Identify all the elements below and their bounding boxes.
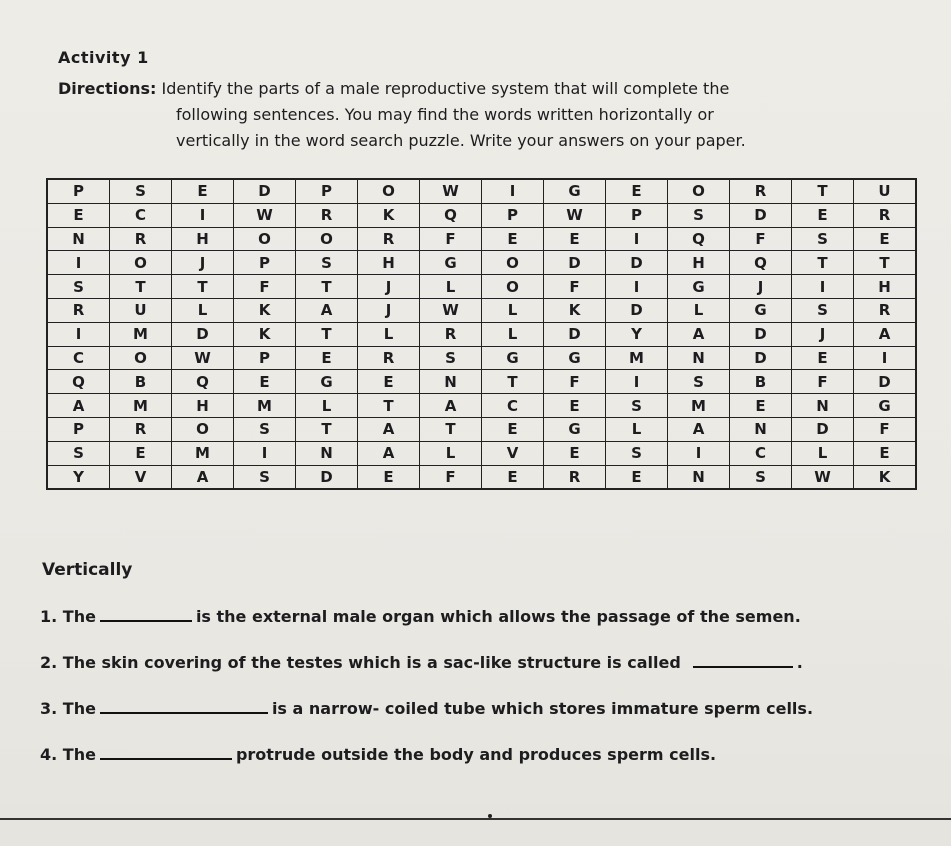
grid-cell[interactable]: T: [358, 394, 420, 418]
grid-cell[interactable]: A: [358, 441, 420, 465]
answer-blank-4[interactable]: [100, 744, 232, 760]
grid-cell[interactable]: L: [482, 322, 544, 346]
grid-row: [47, 465, 916, 489]
grid-cell[interactable]: J: [730, 275, 792, 299]
question-4-end: protrude outside the body and produces sperm cells.: [235, 745, 717, 764]
grid-cell[interactable]: W: [420, 298, 482, 322]
vertically-heading: Vertically: [42, 560, 133, 580]
grid-cell[interactable]: P: [606, 203, 668, 227]
directions-text-1: Identify the parts of a male reproductive system that will complete the: [161, 79, 730, 98]
answer-blank-3[interactable]: [100, 698, 268, 714]
grid-cell[interactable]: K: [358, 203, 420, 227]
grid-cell[interactable]: E: [544, 227, 606, 251]
grid-cell[interactable]: I: [854, 346, 917, 370]
grid-row: [47, 370, 916, 394]
grid-cell[interactable]: C: [482, 394, 544, 418]
question-3-start: 3. The: [40, 699, 96, 718]
grid-cell[interactable]: E: [296, 346, 358, 370]
grid-cell[interactable]: A: [668, 417, 730, 441]
grid-cell[interactable]: E: [482, 465, 544, 489]
grid-cell[interactable]: G: [544, 417, 606, 441]
grid-cell[interactable]: M: [234, 394, 296, 418]
grid-cell[interactable]: I: [172, 203, 234, 227]
grid-cell[interactable]: K: [544, 298, 606, 322]
grid-cell[interactable]: L: [296, 394, 358, 418]
grid-cell[interactable]: Y: [47, 465, 110, 489]
grid-cell[interactable]: R: [296, 203, 358, 227]
grid-row: [47, 417, 916, 441]
answer-blank-1[interactable]: [100, 606, 192, 622]
grid-cell[interactable]: G: [544, 179, 606, 203]
grid-cell[interactable]: E: [792, 203, 854, 227]
grid-cell[interactable]: O: [110, 346, 172, 370]
grid-cell[interactable]: P: [482, 203, 544, 227]
grid-cell[interactable]: D: [544, 251, 606, 275]
grid-cell[interactable]: D: [730, 203, 792, 227]
grid-cell[interactable]: E: [606, 179, 668, 203]
directions-block: [58, 76, 928, 154]
grid-cell[interactable]: P: [47, 417, 110, 441]
grid-cell[interactable]: L: [358, 322, 420, 346]
grid-cell[interactable]: H: [854, 275, 917, 299]
grid-cell[interactable]: M: [172, 441, 234, 465]
grid-cell[interactable]: I: [234, 441, 296, 465]
grid-cell[interactable]: S: [792, 227, 854, 251]
grid-cell[interactable]: N: [296, 441, 358, 465]
grid-cell[interactable]: A: [854, 322, 917, 346]
grid-cell[interactable]: J: [792, 322, 854, 346]
grid-cell[interactable]: U: [110, 298, 172, 322]
grid-cell[interactable]: L: [606, 417, 668, 441]
grid-cell[interactable]: P: [47, 179, 110, 203]
grid-cell[interactable]: E: [544, 394, 606, 418]
grid-cell[interactable]: R: [854, 298, 917, 322]
grid-cell[interactable]: I: [482, 179, 544, 203]
grid-row: [47, 203, 916, 227]
grid-cell[interactable]: S: [47, 441, 110, 465]
question-3: [40, 698, 940, 718]
grid-cell[interactable]: R: [854, 203, 917, 227]
directions-label: Directions:: [58, 79, 157, 98]
grid-cell[interactable]: D: [730, 322, 792, 346]
grid-cell[interactable]: D: [544, 322, 606, 346]
grid-cell[interactable]: R: [47, 298, 110, 322]
question-4: [40, 744, 940, 764]
grid-cell[interactable]: R: [358, 227, 420, 251]
grid-cell[interactable]: R: [358, 346, 420, 370]
grid-cell[interactable]: W: [544, 203, 606, 227]
grid-cell[interactable]: G: [420, 251, 482, 275]
word-search-grid: [46, 178, 917, 490]
grid-row: [47, 346, 916, 370]
question-4-start: 4. The: [40, 745, 96, 764]
grid-cell[interactable]: I: [668, 441, 730, 465]
grid-cell[interactable]: Q: [172, 370, 234, 394]
grid-row: [47, 179, 916, 203]
grid-cell[interactable]: E: [172, 179, 234, 203]
grid-cell[interactable]: T: [172, 275, 234, 299]
grid-cell[interactable]: O: [172, 417, 234, 441]
grid-cell[interactable]: I: [47, 322, 110, 346]
grid-cell[interactable]: K: [234, 322, 296, 346]
grid-cell[interactable]: W: [234, 203, 296, 227]
grid-cell[interactable]: J: [172, 251, 234, 275]
grid-row: [47, 441, 916, 465]
grid-cell[interactable]: T: [854, 251, 917, 275]
grid-cell[interactable]: D: [854, 370, 917, 394]
grid-cell[interactable]: F: [234, 275, 296, 299]
grid-cell[interactable]: G: [296, 370, 358, 394]
grid-cell[interactable]: D: [606, 251, 668, 275]
bottom-divider: [0, 818, 951, 820]
grid-cell[interactable]: I: [606, 275, 668, 299]
grid-cell[interactable]: E: [358, 370, 420, 394]
grid-cell[interactable]: D: [730, 346, 792, 370]
grid-cell[interactable]: W: [792, 465, 854, 489]
grid-cell[interactable]: T: [296, 322, 358, 346]
grid-cell[interactable]: O: [482, 275, 544, 299]
grid-cell[interactable]: D: [606, 298, 668, 322]
grid-cell[interactable]: E: [482, 417, 544, 441]
grid-cell[interactable]: M: [110, 322, 172, 346]
grid-cell[interactable]: L: [172, 298, 234, 322]
grid-cell[interactable]: S: [234, 417, 296, 441]
grid-cell[interactable]: I: [47, 251, 110, 275]
grid-cell[interactable]: M: [668, 394, 730, 418]
grid-cell[interactable]: E: [482, 227, 544, 251]
grid-cell[interactable]: Q: [47, 370, 110, 394]
grid-cell[interactable]: J: [358, 298, 420, 322]
grid-cell[interactable]: T: [482, 370, 544, 394]
grid-cell[interactable]: I: [792, 275, 854, 299]
question-3-end: is a narrow- coiled tube which stores immature sperm cells.: [271, 699, 814, 718]
grid-cell[interactable]: R: [110, 417, 172, 441]
grid-cell[interactable]: P: [234, 251, 296, 275]
grid-cell[interactable]: I: [606, 370, 668, 394]
grid-cell[interactable]: N: [420, 370, 482, 394]
grid-cell[interactable]: G: [854, 394, 917, 418]
grid-cell[interactable]: T: [110, 275, 172, 299]
grid-cell[interactable]: N: [730, 417, 792, 441]
grid-cell[interactable]: U: [854, 179, 917, 203]
grid-cell[interactable]: O: [296, 227, 358, 251]
grid-cell[interactable]: L: [668, 298, 730, 322]
grid-cell[interactable]: N: [668, 346, 730, 370]
grid-cell[interactable]: H: [668, 251, 730, 275]
grid-cell[interactable]: T: [792, 179, 854, 203]
grid-cell[interactable]: H: [358, 251, 420, 275]
grid-cell[interactable]: R: [110, 227, 172, 251]
grid-cell[interactable]: O: [234, 227, 296, 251]
grid-cell[interactable]: G: [544, 346, 606, 370]
grid-cell[interactable]: N: [792, 394, 854, 418]
grid-cell[interactable]: H: [172, 227, 234, 251]
grid-cell[interactable]: K: [234, 298, 296, 322]
grid-cell[interactable]: L: [792, 441, 854, 465]
grid-cell[interactable]: S: [792, 298, 854, 322]
grid-cell[interactable]: E: [730, 394, 792, 418]
grid-cell[interactable]: S: [296, 251, 358, 275]
question-1-start: 1. The: [40, 607, 96, 626]
grid-cell[interactable]: T: [296, 417, 358, 441]
grid-cell[interactable]: E: [358, 465, 420, 489]
grid-cell[interactable]: T: [420, 417, 482, 441]
activity-title: Activity 1: [58, 48, 149, 67]
grid-cell[interactable]: R: [420, 322, 482, 346]
grid-cell[interactable]: E: [854, 227, 917, 251]
grid-cell[interactable]: L: [420, 275, 482, 299]
question-2-end: .: [796, 653, 803, 672]
grid-cell[interactable]: A: [47, 394, 110, 418]
grid-cell[interactable]: C: [110, 203, 172, 227]
grid-cell[interactable]: I: [606, 227, 668, 251]
grid-cell[interactable]: F: [544, 275, 606, 299]
grid-cell[interactable]: E: [110, 441, 172, 465]
grid-cell[interactable]: P: [234, 346, 296, 370]
grid-cell[interactable]: O: [358, 179, 420, 203]
grid-cell[interactable]: S: [47, 275, 110, 299]
grid-cell[interactable]: W: [172, 346, 234, 370]
grid-cell[interactable]: A: [296, 298, 358, 322]
grid-cell[interactable]: O: [110, 251, 172, 275]
grid-cell[interactable]: F: [544, 370, 606, 394]
grid-cell[interactable]: M: [606, 346, 668, 370]
grid-cell[interactable]: N: [47, 227, 110, 251]
grid-cell[interactable]: V: [110, 465, 172, 489]
grid-cell[interactable]: A: [358, 417, 420, 441]
grid-row: [47, 298, 916, 322]
grid-row: [47, 227, 916, 251]
grid-cell[interactable]: F: [730, 227, 792, 251]
question-1: [40, 606, 940, 626]
grid-cell[interactable]: V: [482, 441, 544, 465]
grid-cell[interactable]: G: [668, 275, 730, 299]
grid-cell[interactable]: A: [420, 394, 482, 418]
question-2: [40, 652, 940, 672]
grid-cell[interactable]: A: [668, 322, 730, 346]
grid-cell[interactable]: K: [854, 465, 917, 489]
grid-cell[interactable]: L: [420, 441, 482, 465]
directions-line-1: [58, 76, 928, 102]
grid-cell[interactable]: B: [730, 370, 792, 394]
grid-row: [47, 322, 916, 346]
question-1-end: is the external male organ which allows the passage of the semen.: [195, 607, 801, 626]
grid-cell[interactable]: T: [296, 275, 358, 299]
grid-cell[interactable]: S: [606, 394, 668, 418]
grid-row: [47, 251, 916, 275]
question-2-start: 2. The skin covering of the testes which is a sac-like structure is called: [40, 653, 681, 672]
directions-line-3: vertically in the word search puzzle. Write your answers on your paper.: [176, 131, 746, 150]
grid-cell[interactable]: D: [296, 465, 358, 489]
grid-cell[interactable]: S: [668, 370, 730, 394]
grid-cell[interactable]: T: [792, 251, 854, 275]
grid-cell[interactable]: S: [110, 179, 172, 203]
grid-cell[interactable]: S: [420, 346, 482, 370]
grid-cell[interactable]: D: [234, 179, 296, 203]
grid-cell[interactable]: S: [668, 203, 730, 227]
grid-cell[interactable]: Q: [420, 203, 482, 227]
grid-cell[interactable]: G: [730, 298, 792, 322]
grid-cell[interactable]: G: [482, 346, 544, 370]
grid-cell[interactable]: W: [420, 179, 482, 203]
grid-cell[interactable]: D: [792, 417, 854, 441]
grid-cell[interactable]: Q: [730, 251, 792, 275]
grid-cell[interactable]: F: [420, 227, 482, 251]
grid-cell[interactable]: E: [606, 465, 668, 489]
grid-cell[interactable]: B: [110, 370, 172, 394]
grid-cell[interactable]: N: [668, 465, 730, 489]
grid-cell[interactable]: H: [172, 394, 234, 418]
grid-cell[interactable]: E: [792, 346, 854, 370]
grid-cell[interactable]: F: [854, 417, 917, 441]
grid-cell[interactable]: Y: [606, 322, 668, 346]
grid-cell[interactable]: R: [730, 179, 792, 203]
grid-cell[interactable]: S: [606, 441, 668, 465]
grid-cell[interactable]: L: [482, 298, 544, 322]
grid-cell[interactable]: P: [296, 179, 358, 203]
grid-cell[interactable]: C: [730, 441, 792, 465]
grid-cell[interactable]: S: [234, 465, 296, 489]
grid-cell[interactable]: C: [47, 346, 110, 370]
grid-cell[interactable]: M: [110, 394, 172, 418]
grid-cell[interactable]: O: [668, 179, 730, 203]
grid-cell[interactable]: E: [47, 203, 110, 227]
grid-row: [47, 394, 916, 418]
grid-cell[interactable]: S: [730, 465, 792, 489]
grid-cell[interactable]: A: [172, 465, 234, 489]
grid-cell[interactable]: Q: [668, 227, 730, 251]
grid-cell[interactable]: E: [854, 441, 917, 465]
grid-cell[interactable]: R: [544, 465, 606, 489]
grid-cell[interactable]: F: [792, 370, 854, 394]
grid-cell[interactable]: E: [234, 370, 296, 394]
grid-row: [47, 275, 916, 299]
grid-cell[interactable]: O: [482, 251, 544, 275]
directions-line-2: following sentences. You may find the words written horizontally or: [176, 105, 714, 124]
grid-cell[interactable]: J: [358, 275, 420, 299]
grid-cell[interactable]: E: [544, 441, 606, 465]
grid-cell[interactable]: D: [172, 322, 234, 346]
grid-cell[interactable]: F: [420, 465, 482, 489]
answer-blank-2[interactable]: [693, 652, 793, 668]
